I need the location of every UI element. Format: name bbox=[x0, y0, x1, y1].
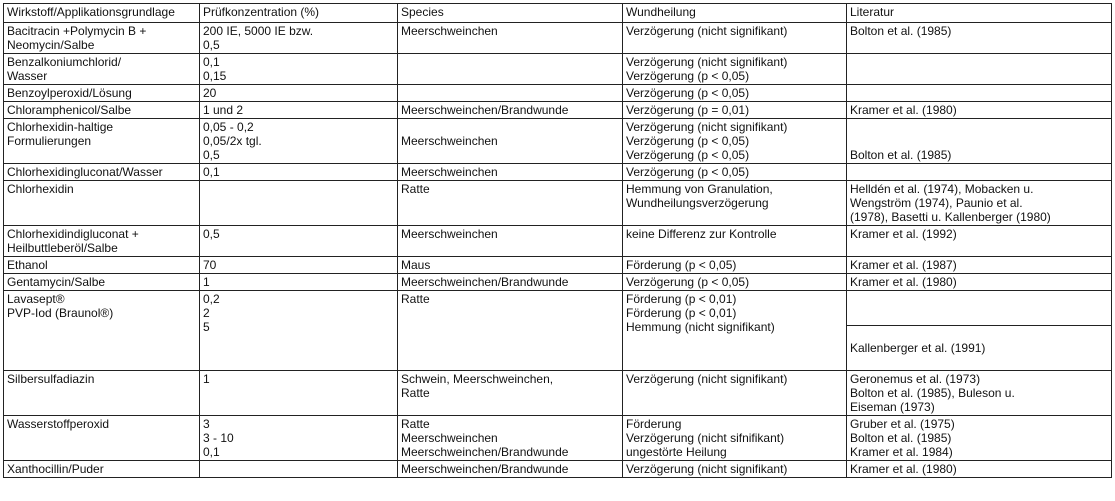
cell-literatur: Kramer et al. (1980) bbox=[847, 102, 1112, 119]
cell-wundheilung: Förderung Verzögerung (nicht sifnifikant) ungestörte Heilung bbox=[623, 416, 847, 461]
cell-wirkstoff: Chlorhexidin-haltige Formulierungen bbox=[4, 119, 200, 164]
cell-konzentration: 0,5 bbox=[200, 226, 398, 257]
cell-konzentration: 3 3 - 10 0,1 bbox=[200, 416, 398, 461]
cell-wundheilung: Verzögerung (nicht signifikant) bbox=[623, 461, 847, 478]
cell-wirkstoff: Bacitracin +Polymycin B + Neomycin/Salbe bbox=[4, 23, 200, 54]
table-row bbox=[4, 181, 1112, 226]
cell-literatur: Kramer et al. (1992) bbox=[847, 226, 1112, 257]
cell-wirkstoff: Chlorhexidin bbox=[4, 181, 200, 226]
cell-literatur: Helldén et al. (1974), Mobacken u. Wengström (1974), Paunio et al. (1978), Basetti u. Kallenberger (1980) bbox=[847, 181, 1112, 226]
cell-species: Meerschweinchen/Brandwunde bbox=[398, 461, 623, 478]
table-row bbox=[4, 102, 1112, 119]
cell-species: Ratte bbox=[398, 291, 623, 371]
cell-species: Meerschweinchen bbox=[398, 226, 623, 257]
cell-konzentration bbox=[200, 461, 398, 478]
cell-wundheilung: Verzögerung (nicht signifikant) Verzögerung (p < 0,05) Verzögerung (p < 0,05) bbox=[623, 119, 847, 164]
table-row bbox=[4, 23, 1112, 54]
table-row bbox=[4, 371, 1112, 416]
header-wirkstoff: Wirkstoff/Applikationsgrundlage bbox=[4, 4, 200, 23]
cell-species: Meerschweinchen/Brandwunde bbox=[398, 274, 623, 291]
table-row bbox=[4, 461, 1112, 478]
cell-wundheilung: Verzögerung (p < 0,05) bbox=[623, 274, 847, 291]
cell-wundheilung: Hemmung von Granulation, Wundheilungsverzögerung bbox=[623, 181, 847, 226]
table-header-row bbox=[4, 4, 1112, 23]
cell-species: Meerschweinchen/Brandwunde bbox=[398, 102, 623, 119]
cell-literatur: Kramer et al. (1980) bbox=[847, 274, 1112, 291]
cell-wundheilung: Verzögerung (p < 0,05) bbox=[623, 85, 847, 102]
cell-species: Meerschweinchen bbox=[398, 23, 623, 54]
cell-literatur-bottom: Kallenberger et al. (1991) bbox=[850, 341, 986, 355]
table-row bbox=[4, 164, 1112, 181]
cell-konzentration: 0,2 2 5 bbox=[200, 291, 398, 371]
cell-species: Meerschweinchen bbox=[398, 164, 623, 181]
cell-wirkstoff: Benzoylperoxid/Lösung bbox=[4, 85, 200, 102]
cell-konzentration: 1 bbox=[200, 274, 398, 291]
cell-wirkstoff: Chlorhexidindigluconat + Heilbuttleberöl/Salbe bbox=[4, 226, 200, 257]
cell-literatur: Geronemus et al. (1973) Bolton et al. (1985), Buleson u. Eiseman (1973) bbox=[847, 371, 1112, 416]
cell-wundheilung: keine Differenz zur Kontrolle bbox=[623, 226, 847, 257]
header-konzentration: Prüfkonzentration (%) bbox=[200, 4, 398, 23]
cell-wundheilung: Verzögerung (nicht signifikant) bbox=[623, 23, 847, 54]
cell-literatur: Gruber et al. (1975) Bolton et al. (1985) Kramer et al. 1984) bbox=[847, 416, 1112, 461]
cell-wirkstoff: Xanthocillin/Puder bbox=[4, 461, 200, 478]
header-literatur: Literatur bbox=[847, 4, 1112, 23]
cell-konzentration bbox=[200, 181, 398, 226]
cell-wirkstoff: Lavasept® PVP-Iod (Braunol®) bbox=[4, 291, 200, 371]
cell-wirkstoff: Chlorhexidingluconat/Wasser bbox=[4, 164, 200, 181]
cell-literatur: Bolton et al. (1985) bbox=[847, 23, 1112, 54]
cell-wirkstoff: Gentamycin/Salbe bbox=[4, 274, 200, 291]
cell-species: Ratte Meerschweinchen Meerschweinchen/Brandwunde bbox=[398, 416, 623, 461]
header-wundheilung: Wundheilung bbox=[623, 4, 847, 23]
cell-konzentration: 20 bbox=[200, 85, 398, 102]
cell-konzentration: 0,1 bbox=[200, 164, 398, 181]
cell-species: Meerschweinchen bbox=[398, 119, 623, 164]
wound-healing-table bbox=[3, 3, 1112, 478]
cell-literatur: Kramer et al. (1980) bbox=[847, 461, 1112, 478]
cell-wirkstoff: Ethanol bbox=[4, 257, 200, 274]
cell-konzentration: 0,1 0,15 bbox=[200, 54, 398, 85]
cell-literatur: Bolton et al. (1985) bbox=[847, 119, 1112, 164]
cell-wirkstoff: Benzalkoniumchlorid/ Wasser bbox=[4, 54, 200, 85]
cell-literatur-top bbox=[847, 305, 1111, 326]
cell-konzentration: 70 bbox=[200, 257, 398, 274]
cell-literatur: Kramer et al. (1987) bbox=[847, 257, 1112, 274]
cell-species bbox=[398, 54, 623, 85]
cell-species: Maus bbox=[398, 257, 623, 274]
cell-literatur bbox=[847, 164, 1112, 181]
table-row bbox=[4, 85, 1112, 102]
cell-wirkstoff: Silbersulfadiazin bbox=[4, 371, 200, 416]
cell-wundheilung: Verzögerung (nicht signifikant) bbox=[623, 371, 847, 416]
cell-wirkstoff: Wasserstoffperoxid bbox=[4, 416, 200, 461]
table-row bbox=[4, 54, 1112, 85]
table-row bbox=[4, 416, 1112, 461]
cell-species bbox=[398, 85, 623, 102]
cell-wirkstoff: Chloramphenicol/Salbe bbox=[4, 102, 200, 119]
cell-konzentration: 1 und 2 bbox=[200, 102, 398, 119]
cell-konzentration: 1 bbox=[200, 371, 398, 416]
cell-literatur bbox=[847, 291, 1112, 371]
cell-wundheilung: Förderung (p < 0,01) Förderung (p < 0,01) Hemmung (nicht signifikant) bbox=[623, 291, 847, 371]
cell-literatur bbox=[847, 54, 1112, 85]
cell-species: Schwein, Meerschweinchen, Ratte bbox=[398, 371, 623, 416]
cell-konzentration: 0,05 - 0,2 0,05/2x tgl. 0,5 bbox=[200, 119, 398, 164]
cell-species: Ratte bbox=[398, 181, 623, 226]
cell-literatur bbox=[847, 85, 1112, 102]
table-row bbox=[4, 226, 1112, 257]
cell-wundheilung: Förderung (p < 0,05) bbox=[623, 257, 847, 274]
table-row bbox=[4, 257, 1112, 274]
cell-konzentration: 200 IE, 5000 IE bzw. 0,5 bbox=[200, 23, 398, 54]
table-row bbox=[4, 274, 1112, 291]
cell-wundheilung: Verzögerung (p = 0,01) bbox=[623, 102, 847, 119]
cell-wundheilung: Verzögerung (p < 0,05) bbox=[623, 164, 847, 181]
cell-wundheilung: Verzögerung (nicht signifikant) Verzögerung (p < 0,05) bbox=[623, 54, 847, 85]
header-species: Species bbox=[398, 4, 623, 23]
table-row bbox=[4, 119, 1112, 164]
table-row bbox=[4, 291, 1112, 371]
